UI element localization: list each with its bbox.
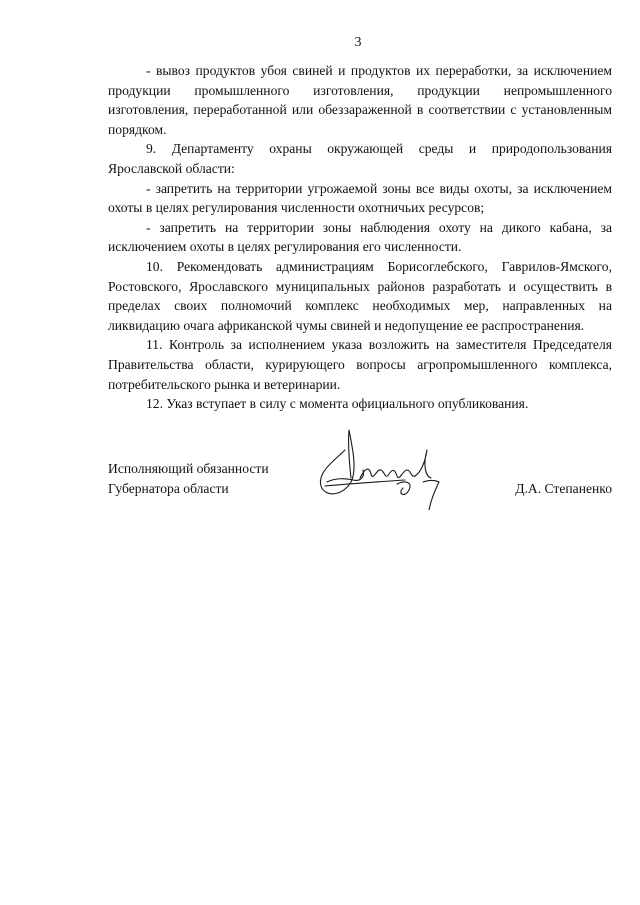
paragraph-hunting-ban-threatened-zone: - запретить на территории угрожаемой зоны все виды охоты, за исключением охоты в целях регулирования численности охотничьих ресурсов; — [108, 180, 612, 216]
paragraph-item-11: 11. Контроль за исполнением указа возложить на заместителя Председателя Правительства области, курирующего вопросы агропромышленного комплекса, потребительского рынка и ветеринарии. — [108, 337, 612, 392]
paragraph-item-12: 12. Указ вступает в силу с момента официального опубликования. — [146, 396, 529, 412]
paragraph-removal-products: - вывоз продуктов убоя свиней и продуктов их переработки, за исключением продукции промышленного изготовления, продукции непромышленного изготовления, переработанной или обеззараженной в соответствии с установленным порядком. — [108, 63, 612, 137]
signatory-position — [108, 459, 269, 499]
document-body — [108, 61, 612, 414]
signature-block — [108, 459, 612, 519]
paragraph-hunting-ban-observation-zone: - запретить на территории зоны наблюдения охоту на дикого кабана, за исключением охоты в целях регулирования его численности. — [108, 219, 612, 255]
paragraph-item-10: 10. Рекомендовать администрациям Борисоглебского, Гаврилов-Ямского, Ростовского, Ярославского муниципальных районов разработать и осуществить в пределах своих полномочий комплекс необходимых мер, направленных на ликвидацию очага африканской чумы свиней и недопущение ее распространения. — [108, 258, 612, 333]
paragraph-item-9: 9. Департаменту охраны окружающей среды и природопользования Ярославской области: — [108, 141, 612, 176]
signatory-position-line2: Губернатора области — [108, 481, 229, 496]
signatory-position-line1: Исполняющий обязанности — [108, 461, 269, 476]
page-number: 3 — [354, 35, 362, 50]
signatory-name: Д.А. Степаненко — [515, 481, 612, 496]
